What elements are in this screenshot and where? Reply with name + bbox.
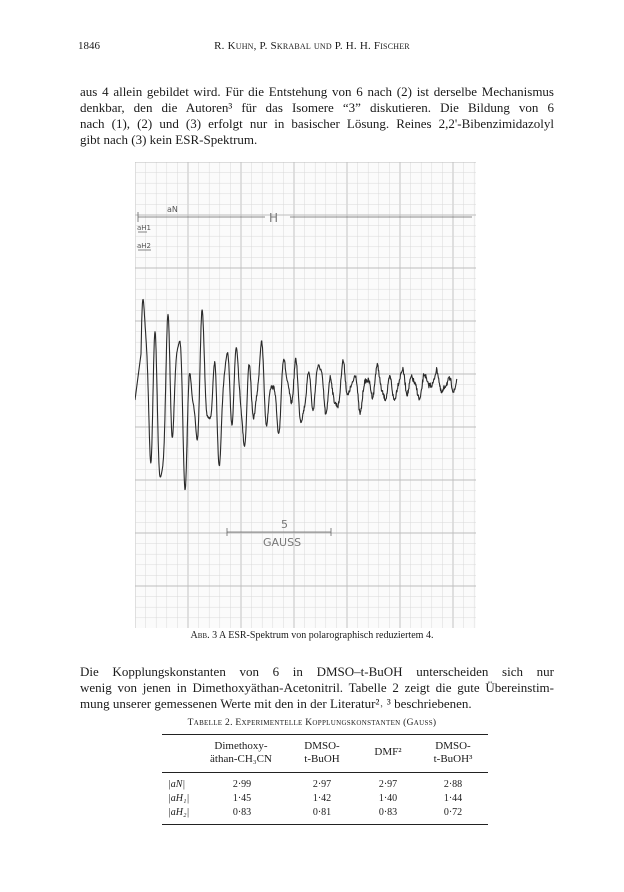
text-line: gibt nach (3) kein ESR-Spektrum. [80, 132, 258, 147]
column-header: DMSO- t-BuOH [304, 740, 340, 765]
label-aH2: aH2 [137, 242, 152, 250]
table-rule-mid [162, 772, 488, 773]
esr-spectrum-figure [135, 162, 476, 628]
row-label: |aH₁| [168, 793, 190, 804]
coupling-constants-table [162, 734, 488, 824]
scale-value-label: 5 [281, 518, 288, 531]
running-head: R. Kuhn, P. Skrabal und P. H. H. Fischer [214, 40, 410, 52]
text-line: wenig von jenen in Dimethoxyäthan-Acetonitril. Tabelle 2 zeigt die gute Übereinstim- [80, 680, 554, 695]
chart-grid [135, 162, 476, 628]
paragraph-coupling [80, 664, 554, 712]
table-cell: 0·72 [443, 807, 463, 818]
paragraph-intro [80, 84, 554, 148]
scale-unit-label: GAUSS [263, 536, 302, 549]
table-cell: 1·42 [312, 793, 332, 804]
label-field-H: H [269, 211, 279, 225]
text-line: aus 4 allein gebildet wird. Für die Entstehung von 6 nach (2) ist derselbe Mechanismus [80, 84, 554, 99]
row-label: |aH₂| [168, 807, 190, 818]
row-label: |aN| [168, 779, 186, 790]
table-rule-top [162, 734, 488, 735]
table-cell: 1·44 [443, 793, 463, 804]
label-aH1: aH1 [137, 224, 152, 232]
table-title: Tabelle 2. Experimentelle Kopplungskonstanten (Gauss) [187, 718, 437, 728]
page-number: 1846 [78, 40, 100, 52]
table-cell: 1·40 [378, 793, 398, 804]
table-cell: 0·83 [232, 807, 252, 818]
table-cell: 2·97 [378, 779, 398, 790]
figure-caption-text: A ESR-Spektrum von polarographisch reduziertem 4. [219, 630, 434, 641]
figure-caption-label: Abb. 3 [190, 630, 218, 641]
column-header: Dimethoxy- äthan-CH₃CN [210, 740, 272, 765]
table-cell: 0·81 [312, 807, 332, 818]
column-header: DMSO- t-BuOH³ [433, 740, 473, 765]
text-line: mung unserer gemessenen Werte mit den in der Literatur²˒ ³ beschriebenen. [80, 696, 472, 711]
text-line: Die Kopplungskonstanten von 6 in DMSO–t-BuOH unterscheiden sich nur [80, 664, 554, 679]
table-cell: 2·99 [232, 779, 252, 790]
text-line: nach (1), (2) und (3) erfolgt nur in basischer Lösung. Reines 2,2'-Bibenzimidazolyl [80, 116, 554, 131]
figure-caption [0, 630, 624, 641]
column-header: DMF² [374, 746, 402, 758]
table-cell: 1·45 [232, 793, 252, 804]
text-line: denkbar, den die Autoren³ für das Isomere “3” diskutieren. Die Bildung von 6 [80, 100, 554, 115]
esr-spectrum-trace [135, 299, 457, 489]
table-rule-bottom [162, 824, 488, 825]
table-cell: 2·97 [312, 779, 332, 790]
label-aN: aN [167, 205, 178, 214]
table-cell: 0·83 [378, 807, 398, 818]
table-cell: 2·88 [443, 779, 463, 790]
